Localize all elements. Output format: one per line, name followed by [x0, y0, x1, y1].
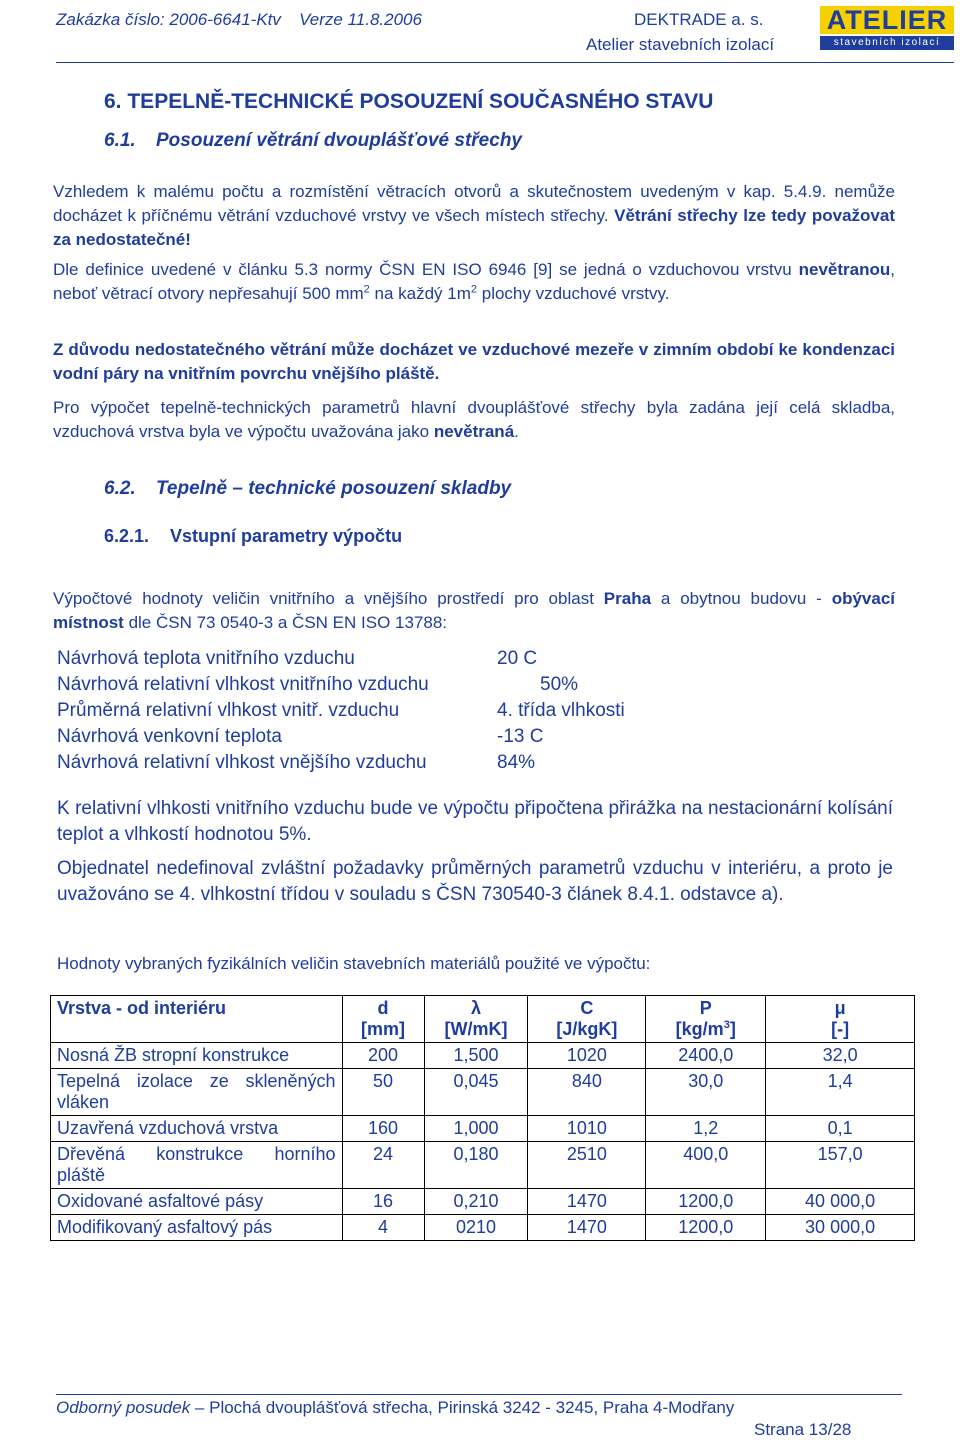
- table-cell: 1200,0: [646, 1189, 766, 1215]
- superscript: 2: [363, 283, 370, 296]
- header-label: λ: [470, 998, 481, 1018]
- footer-description: – Plochá dvouplášťová střecha, Pirinská 3242 - 3245, Praha 4-Modřany: [190, 1398, 735, 1417]
- paragraph-text: dle ČSN 73 0540-3 a ČSN EN ISO 13788:: [123, 613, 448, 632]
- parameter-value: 50%: [540, 674, 579, 695]
- paragraph-text: na každý 1m: [369, 284, 471, 303]
- subsection-title: Vstupní parametry výpočtu: [170, 526, 403, 546]
- header-unit: [-]: [831, 1019, 850, 1039]
- header-label: P: [699, 998, 712, 1018]
- paragraph-emphasis: Praha: [603, 589, 652, 608]
- header-company: DEKTRADE a. s.: [634, 10, 764, 29]
- table-cell: Modifikovaný asfaltový pás: [51, 1215, 343, 1241]
- paragraph-humidity: K relativní vlhkosti vnitřního vzduchu bude ve výpočtu připočtena přirážka na nestacionární kolísání teplot a vlhkostí hodnotou 5%.: [57, 798, 893, 845]
- header-unit: [mm]: [361, 1019, 406, 1039]
- header-label: Vrstva - od interiéru: [57, 998, 227, 1018]
- header-divider: [56, 62, 954, 63]
- section-heading: [104, 90, 713, 114]
- header-subtitle: Atelier stavebních izolací: [586, 35, 775, 54]
- header-order-info: [56, 10, 426, 30]
- parameter-value: 4. třída vlhkosti: [497, 700, 625, 721]
- paragraph-emphasis: Z důvodu nedostatečného větrání může docházet ve vzduchové mezeře v zimním období ke kondenzaci vodní páry na vnitřním povrchu vnějšího pláště.: [53, 340, 895, 383]
- header-label: μ: [834, 998, 846, 1018]
- table-cell: 40 000,0: [766, 1189, 915, 1215]
- table-header-cell: [51, 996, 343, 1043]
- table-cell: Oxidované asfaltové pásy: [51, 1189, 343, 1215]
- table-cell: 30,0: [646, 1069, 766, 1116]
- paragraph-definition: [53, 258, 895, 306]
- table-cell: 4: [342, 1215, 424, 1241]
- paragraph-text: plochy vzduchové vrstvy.: [477, 284, 670, 303]
- table-cell: 1,4: [766, 1069, 915, 1116]
- logo-title: ATELIER: [820, 6, 954, 34]
- table-cell: 0210: [424, 1215, 528, 1241]
- table-row: [51, 1116, 915, 1142]
- table-cell: Nosná ŽB stropní konstrukce: [51, 1043, 343, 1069]
- table-row: [51, 1215, 915, 1241]
- table-header-cell: [528, 996, 646, 1043]
- header-label: C: [580, 998, 594, 1018]
- table-header-cell: [766, 996, 915, 1043]
- table-cell: 1010: [528, 1116, 646, 1142]
- table-cell: 2400,0: [646, 1043, 766, 1069]
- table-cell: 0,180: [424, 1142, 528, 1189]
- footer-divider: [56, 1394, 902, 1395]
- parameter-label: Návrhová venkovní teplota: [57, 726, 282, 747]
- parameter-label: Návrhová relativní vlhkost vnějšího vzduchu: [57, 752, 427, 773]
- parameter-label: Návrhová relativní vlhkost vnitřního vzduchu: [57, 674, 429, 695]
- table-cell: Dřevěná konstrukce horního pláště: [51, 1142, 343, 1189]
- table-cell: 0,045: [424, 1069, 528, 1116]
- paragraph-text: .: [514, 422, 519, 441]
- paragraph-emphasis: nevětranou: [798, 260, 891, 279]
- paragraph-calculation: [53, 396, 895, 444]
- subsection-number: 6.2.: [104, 478, 136, 499]
- table-cell: 840: [528, 1069, 646, 1116]
- paragraph-emphasis: nevětraná: [433, 422, 515, 441]
- table-cell: 1020: [528, 1043, 646, 1069]
- table-cell: Uzavřená vzduchová vrstva: [51, 1116, 343, 1142]
- logo-subtitle: stavebních izolací: [820, 36, 954, 50]
- table-cell: 1470: [528, 1189, 646, 1215]
- table-cell: 400,0: [646, 1142, 766, 1189]
- paragraph-text: Dle definice uvedené v článku 5.3 normy ČSN EN ISO 6946 [9] se jedná o vzduchovou vrstvu: [53, 260, 799, 279]
- paragraph-text: a obytnou budovu -: [651, 589, 832, 608]
- header-unit: [W/mK]: [444, 1019, 508, 1039]
- section-number: 6.: [104, 90, 122, 113]
- header-label: d: [377, 998, 389, 1018]
- paragraph-text: Výpočtové hodnoty veličin vnitřního a vnějšího prostředí pro oblast: [53, 589, 604, 608]
- paragraph-emphasis: obývací místnost: [53, 589, 895, 632]
- table-cell: 200: [342, 1043, 424, 1069]
- paragraph-client: Objednatel nedefinoval zvláštní požadavky průměrných parametrů vzduchu v interiéru, a proto je uvažováno se 4. vlhkostní třídou v souladu s ČSN 730540-3 článek 8.4.1. odstavce a).: [57, 858, 893, 905]
- table-cell: 160: [342, 1116, 424, 1142]
- parameter-value: 20 C: [497, 648, 538, 669]
- paragraph-text: , neboť větrací otvory nepřesahují 500 mm: [53, 260, 895, 303]
- table-cell: Tepelná izolace ze skleněných vláken: [51, 1069, 343, 1116]
- subsection-number: 6.1.: [104, 130, 136, 151]
- atelier-logo: [820, 6, 954, 50]
- subsection-title: Posouzení větrání dvouplášťové střechy: [156, 130, 522, 151]
- table-cell: 2510: [528, 1142, 646, 1189]
- table-cell: 1,000: [424, 1116, 528, 1142]
- paragraph-condensation: [53, 338, 895, 386]
- header-order-number: Zakázka číslo: 2006-6641-Ktv: [56, 10, 281, 29]
- table-header-row: [51, 996, 915, 1043]
- parameter-label: Průměrná relativní vlhkost vnitř. vzduchu: [57, 700, 400, 721]
- subsection-title: Tepelně – technické posouzení skladby: [156, 478, 512, 499]
- table-header-cell: [342, 996, 424, 1043]
- table-cell: 32,0: [766, 1043, 915, 1069]
- parameter-label: Návrhová teplota vnitřního vzduchu: [57, 648, 355, 669]
- table-header-cell: [646, 996, 766, 1043]
- subsection-heading-6-2-1: [104, 526, 402, 547]
- page-number: Strana 13/28: [754, 1420, 852, 1439]
- table-row: [51, 1189, 915, 1215]
- header-unit: [J/kgK]: [556, 1019, 618, 1039]
- header-unit: $[kg/m^3]$: [675, 1019, 736, 1039]
- paragraph-text: Vzhledem k malému počtu a rozmístění větracích otvorů a skutečnostem uvedeným v kap. 5.4.9. nemůže docházet k příčnému větrání vzduchové vrstvy ve všech místech střechy.: [53, 182, 895, 225]
- footer-title: Odborný posudek: [56, 1398, 191, 1417]
- table-cell: 0,210: [424, 1189, 528, 1215]
- header-version: Verze 11.8.2006: [299, 10, 422, 29]
- table-cell: 1200,0: [646, 1215, 766, 1241]
- table-row: [51, 1069, 915, 1116]
- table-cell: 1470: [528, 1215, 646, 1241]
- parameter-value: -13 C: [497, 726, 544, 747]
- paragraph-emphasis: Větrání střechy lze tedy považovat za nedostatečné!: [53, 206, 895, 249]
- paragraph-inputs: [53, 587, 895, 635]
- paragraph-materials-intro: Hodnoty vybraných fyzikálních veličin stavebních materiálů použité ve výpočtu:: [57, 954, 651, 973]
- subsection-heading-6-1: [104, 130, 522, 152]
- section-title: TEPELNĚ-TECHNICKÉ POSOUZENÍ SOUČASNÉHO STAVU: [127, 90, 714, 113]
- table-row: [51, 1142, 915, 1189]
- footer-text: [56, 1398, 734, 1418]
- table-cell: 24: [342, 1142, 424, 1189]
- subsection-heading-6-2: [104, 478, 511, 500]
- table-cell: 50: [342, 1069, 424, 1116]
- table-cell: 1,2: [646, 1116, 766, 1142]
- table-cell: 157,0: [766, 1142, 915, 1189]
- paragraph-text: Pro výpočet tepelně-technických parametrů hlavní dvouplášťové střechy byla zadána její celá skladba, vzduchová vrstva byla ve výpočtu uvažována jako: [53, 398, 895, 441]
- table-header-cell: [424, 996, 528, 1043]
- parameter-value: 84%: [497, 752, 536, 773]
- subsection-number: 6.2.1.: [104, 526, 150, 546]
- table-cell: 1,500: [424, 1043, 528, 1069]
- table-cell: 0,1: [766, 1116, 915, 1142]
- table-cell: 16: [342, 1189, 424, 1215]
- table-row: [51, 1043, 915, 1069]
- superscript: 2: [470, 283, 478, 296]
- paragraph-ventilation: [53, 180, 895, 252]
- materials-table: [50, 995, 915, 1241]
- table-cell: 30 000,0: [766, 1215, 915, 1241]
